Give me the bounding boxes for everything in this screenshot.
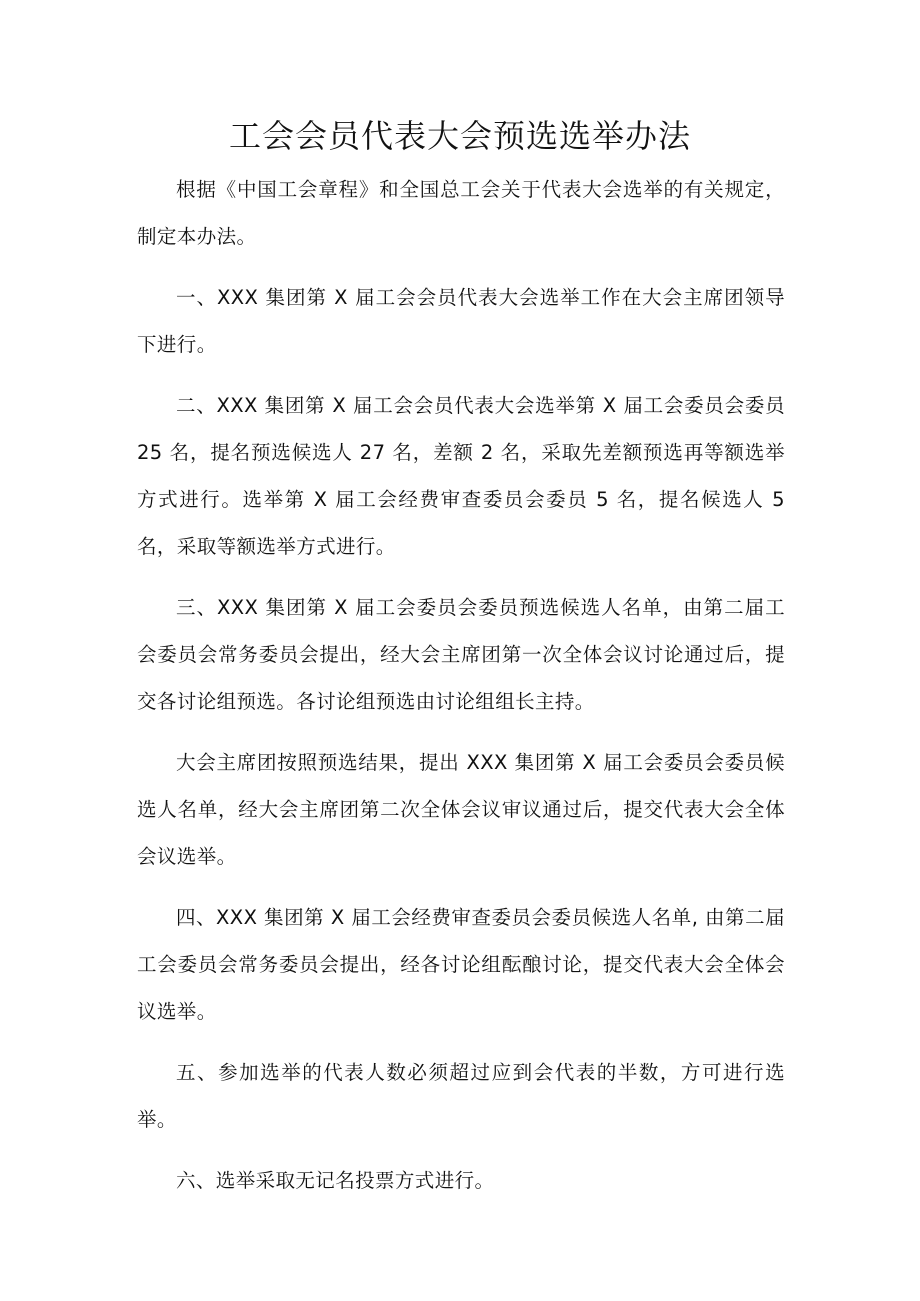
paragraph-article-6: 六、选举采取无记名投票方式进行。: [176, 1169, 495, 1192]
document-body: [137, 166, 785, 1218]
paragraph-article-4: 四、XXX 集团第 X 届工会经费审查委员会委员候选人名单, 由第二届工会委员会常务委员会提出，经各讨论组酝酿讨论，提交代表大会全体会议选举。: [137, 906, 785, 1023]
paragraph-intro: 根据《中国工会章程》和全国总工会关于代表大会选举的有关规定，制定本办法。: [137, 178, 785, 248]
paragraph-article-1: 一、XXX 集团第 X 届工会会员代表大会选举工作在大会主席团领导下进行。: [137, 286, 785, 356]
paragraph-article-2: 二、XXX 集团第 X 届工会会员代表大会选举第 X 届工会委员会委员 25 名，提名预选候选人 27 名，差额 2 名，采取先差额预选再等额选举方式进行。选举第 X 届工会经费审查委员会委员 5 名，提名候选人 5 名，采取等额选举方式进行。: [137, 394, 785, 558]
paragraph-article-3: 三、XXX 集团第 X 届工会委员会委员预选候选人名单，由第二届工会委员会常务委员会提出，经大会主席团第一次全体会议讨论通过后，提交各讨论组预选。各讨论组预选由讨论组组长主持。: [137, 596, 785, 713]
paragraph-article-3-continued: 大会主席团按照预选结果，提出 XXX 集团第 X 届工会委员会委员候选人名单，经大会主席团第二次全体会议审议通过后，提交代表大会全体会议选举。: [137, 751, 785, 868]
document-title: 工会会员代表大会预选选举办法: [228, 117, 691, 155]
paragraph-article-5: 五、参加选举的代表人数必须超过应到会代表的半数，方可进行选举。: [137, 1061, 785, 1131]
